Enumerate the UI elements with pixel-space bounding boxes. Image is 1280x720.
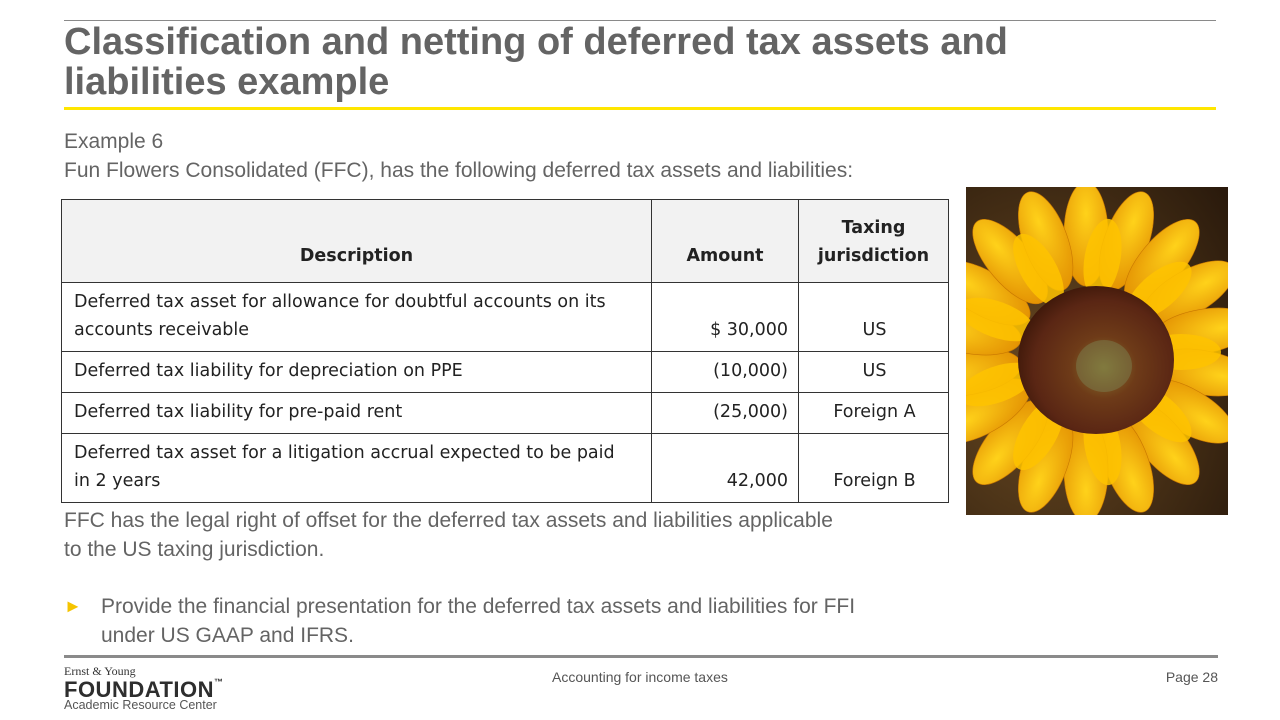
header-jurisdiction-line1: Taxing bbox=[841, 218, 906, 238]
triangle-bullet-icon: ► bbox=[64, 596, 82, 616]
instruction-line1: Provide the financial presentation for the deferred tax assets and liabilities for FFI bbox=[101, 595, 856, 618]
slide-title: Classification and netting of deferred tax assets and liabilities example bbox=[64, 21, 1008, 103]
row-amount: 42,000 bbox=[652, 434, 799, 503]
logo-wordmark: FOUNDATION bbox=[64, 677, 215, 702]
header-amount: Amount bbox=[652, 200, 799, 283]
page-number: Page 28 bbox=[1165, 669, 1218, 685]
logo-subtitle: Academic Resource Center bbox=[64, 698, 217, 712]
row-description bbox=[62, 434, 652, 503]
table-row bbox=[62, 352, 949, 393]
instruction-bullet bbox=[64, 592, 964, 650]
footer-rule bbox=[64, 655, 1218, 658]
row-description: Deferred tax liability for pre-paid rent bbox=[62, 393, 652, 434]
row-description-line1: Deferred tax asset for allowance for doubtful accounts on its bbox=[74, 292, 606, 312]
table-row bbox=[62, 434, 949, 503]
sunflower-image bbox=[966, 187, 1228, 515]
offset-paragraph-line2: to the US taxing jurisdiction. bbox=[64, 538, 325, 561]
row-jurisdiction: US bbox=[799, 283, 949, 352]
logo-top-text: Ernst & Young bbox=[64, 664, 136, 678]
offset-paragraph bbox=[64, 506, 954, 564]
deferred-tax-table bbox=[61, 199, 949, 503]
table-row bbox=[62, 283, 949, 352]
row-description bbox=[62, 283, 652, 352]
row-amount: (10,000) bbox=[652, 352, 799, 393]
footer-topic: Accounting for income taxes bbox=[552, 669, 728, 685]
row-jurisdiction: US bbox=[799, 352, 949, 393]
instruction-text bbox=[101, 592, 964, 650]
table-row bbox=[62, 393, 949, 434]
intro-text bbox=[64, 127, 853, 185]
table-header-row bbox=[62, 200, 949, 283]
header-jurisdiction bbox=[799, 200, 949, 283]
header-jurisdiction-line2: jurisdiction bbox=[817, 246, 930, 266]
title-accent-rule bbox=[64, 107, 1216, 110]
ey-foundation-logo bbox=[64, 664, 254, 720]
row-description-line2: in 2 years bbox=[74, 471, 161, 491]
row-amount: $ 30,000 bbox=[652, 283, 799, 352]
header-description: Description bbox=[62, 200, 652, 283]
example-description: Fun Flowers Consolidated (FFC), has the following deferred tax assets and liabilities: bbox=[64, 159, 854, 182]
logo-trademark: ™ bbox=[214, 677, 224, 687]
row-jurisdiction: Foreign B bbox=[799, 434, 949, 503]
example-label: Example 6 bbox=[64, 130, 164, 153]
row-description-line1: Deferred tax asset for a litigation accrual expected to be paid bbox=[74, 443, 615, 463]
row-amount: (25,000) bbox=[652, 393, 799, 434]
sunflower-graphic bbox=[966, 187, 1228, 515]
row-description-line2: accounts receivable bbox=[74, 320, 250, 340]
row-description: Deferred tax liability for depreciation on PPE bbox=[62, 352, 652, 393]
instruction-line2: under US GAAP and IFRS. bbox=[101, 624, 354, 647]
offset-paragraph-line1: FFC has the legal right of offset for the deferred tax assets and liabilities applicable bbox=[64, 509, 833, 532]
row-jurisdiction: Foreign A bbox=[799, 393, 949, 434]
